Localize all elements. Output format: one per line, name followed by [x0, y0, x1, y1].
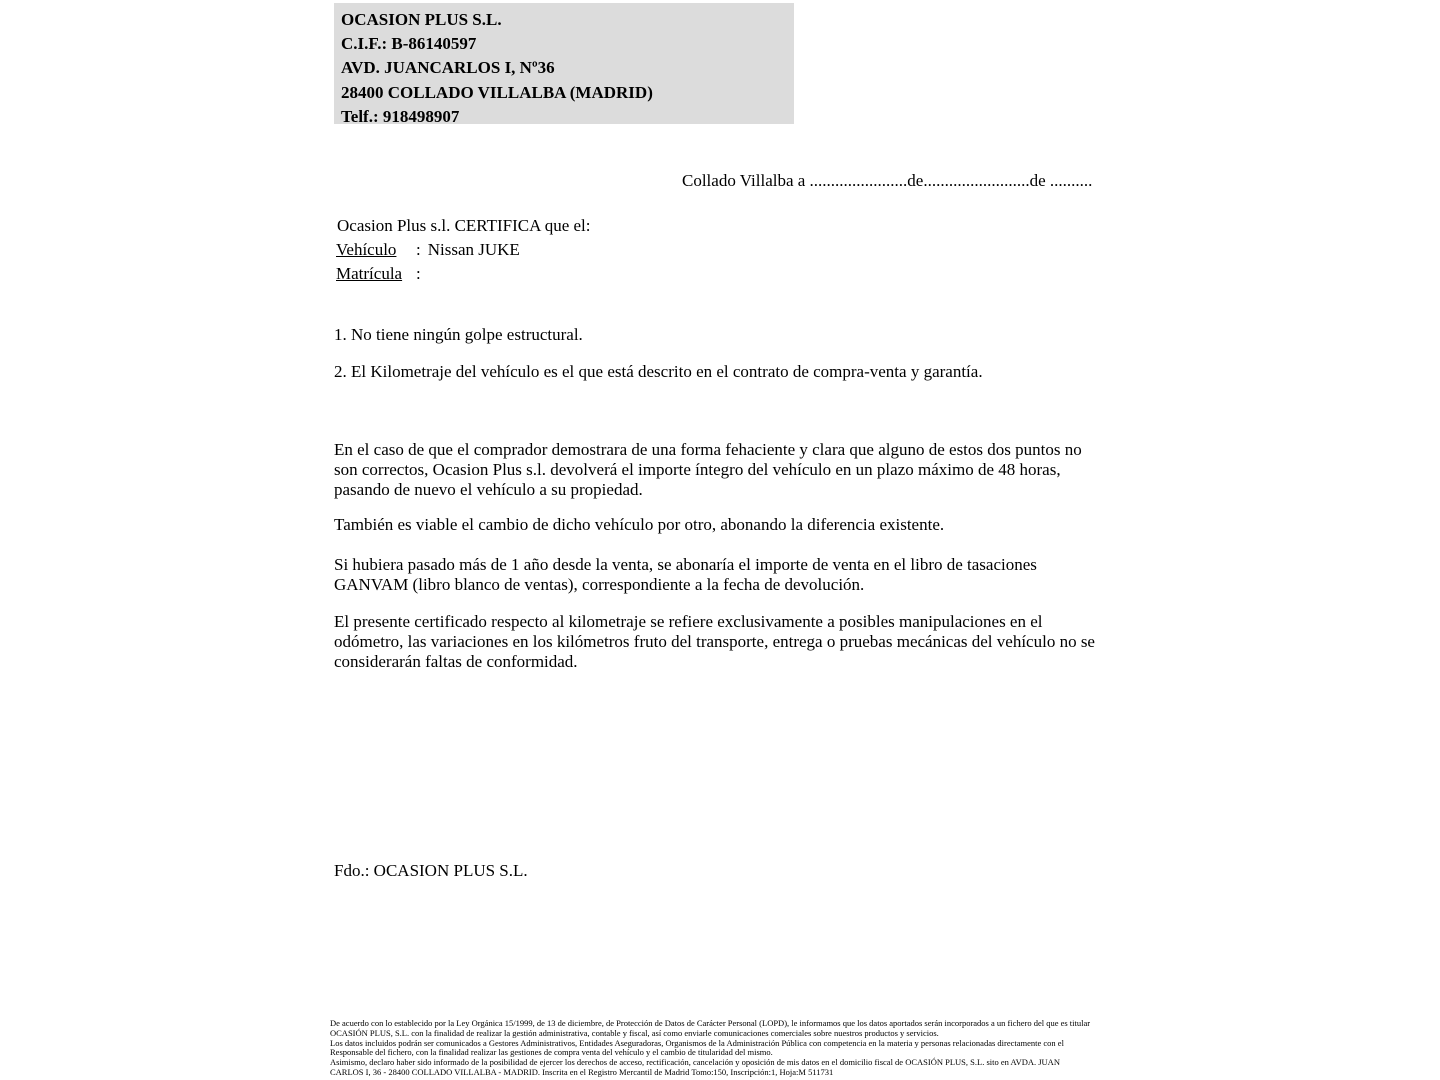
- company-name: OCASION PLUS S.L.: [341, 10, 502, 29]
- legal-notice: [330, 1019, 1120, 1078]
- vehicle-separator: :: [416, 240, 421, 259]
- date-line: Collado Villalba a .......................de.........................de ..........: [682, 171, 1093, 190]
- legal-line: De acuerdo con lo establecido por la Ley Orgánica 15/1999, de 13 de diciembre, de Protección de Datos de Carácter Personal (LOPD), le informamos que los datos aportados serán incorporados a un fichero del que es titular: [330, 1018, 1091, 1028]
- certified-point-2: 2. El Kilometraje del vehículo es el que está descrito en el contrato de compra-venta y garantía.: [334, 362, 983, 381]
- vehicle-value: Nissan JUKE: [427, 240, 520, 259]
- paragraph-ganvam-valuation: Si hubiera pasado más de 1 año desde la venta, se abonaría el importe de venta en el libro de tasaciones GANVAM (libro blanco de ventas), correspondiente a la fecha de devolución.: [334, 555, 1037, 594]
- plate-field-row: [336, 264, 428, 284]
- legal-line: Asimismo, declaro haber sido informado de la posibilidad de ejercer los derechos de acceso, rectificación, cancelación y oposición de mis datos en el domicilio fiscal de OCASIÓN PLUS, S.L. sito en AVDA. JUAN: [330, 1057, 1060, 1068]
- paragraph-odometer-disclaimer: El presente certificado respecto al kilometraje se refiere exclusivamente a posibles manipulaciones en el odómetro, las variaciones en los kilómetros fruto del transporte, entrega o pruebas mecánicas del vehículo no se considerarán faltas de conformidad.: [334, 612, 1095, 671]
- plate-label: Matrícula: [336, 264, 403, 283]
- company-cif: C.I.F.: B-86140597: [341, 34, 477, 54]
- legal-line: Los datos incluidos podrán ser comunicados a Gestores Administrativos, Entidades Aseguradoras, Organismos de la Administración Pública con competencia en la materia y personas relacionadas directamente con el: [330, 1037, 1064, 1048]
- certified-point-1: 1. No tiene ningún golpe estructural.: [334, 325, 583, 344]
- plate-separator: :: [416, 264, 421, 283]
- company-header-box: [334, 3, 794, 124]
- company-address: AVD. JUANCARLOS I, Nº36: [341, 58, 555, 78]
- paragraph-vehicle-exchange: También es viable el cambio de dicho vehículo por otro, abonando la diferencia existente.: [334, 515, 945, 534]
- company-city: 28400 COLLADO VILLALBA (MADRID): [341, 82, 653, 102]
- certification-intro: Ocasion Plus s.l. CERTIFICA que el:: [337, 216, 591, 235]
- vehicle-label: Vehículo: [336, 240, 397, 259]
- plate-label-wrap: [336, 264, 416, 284]
- vehicle-label-wrap: [336, 240, 416, 260]
- legal-line: Responsable del fichero, con la finalidad realizar las gestiones de compra venta del vehículo y el cambio de titularidad del mismo.: [330, 1047, 773, 1058]
- signature-line: Fdo.: OCASION PLUS S.L.: [334, 861, 528, 880]
- legal-line: OCASIÓN PLUS, S.L. con la finalidad de realizar la gestión administrativa, contable y fiscal, así como enviarle comunicaciones comerciales sobre nuestros productos y servicios.: [330, 1027, 939, 1038]
- company-phone: Telf.: 918498907: [341, 106, 460, 126]
- paragraph-refund-terms: En el caso de que el comprador demostrara de una forma fehaciente y clara que alguno de estos dos puntos no son correctos, Ocasion Plus s.l. devolverá el importe íntegro del vehículo en un plazo máximo de 48 horas, pasando de nuevo el vehículo a su propiedad.: [334, 440, 1082, 499]
- vehicle-field-row: [336, 240, 520, 260]
- legal-line: CARLOS I, 36 - 28400 COLLADO VILLALBA - MADRID. Inscrita en el Registro Mercantil de Madrid Tomo:150, Inscripción:1, Hoja:M 511731: [330, 1066, 834, 1077]
